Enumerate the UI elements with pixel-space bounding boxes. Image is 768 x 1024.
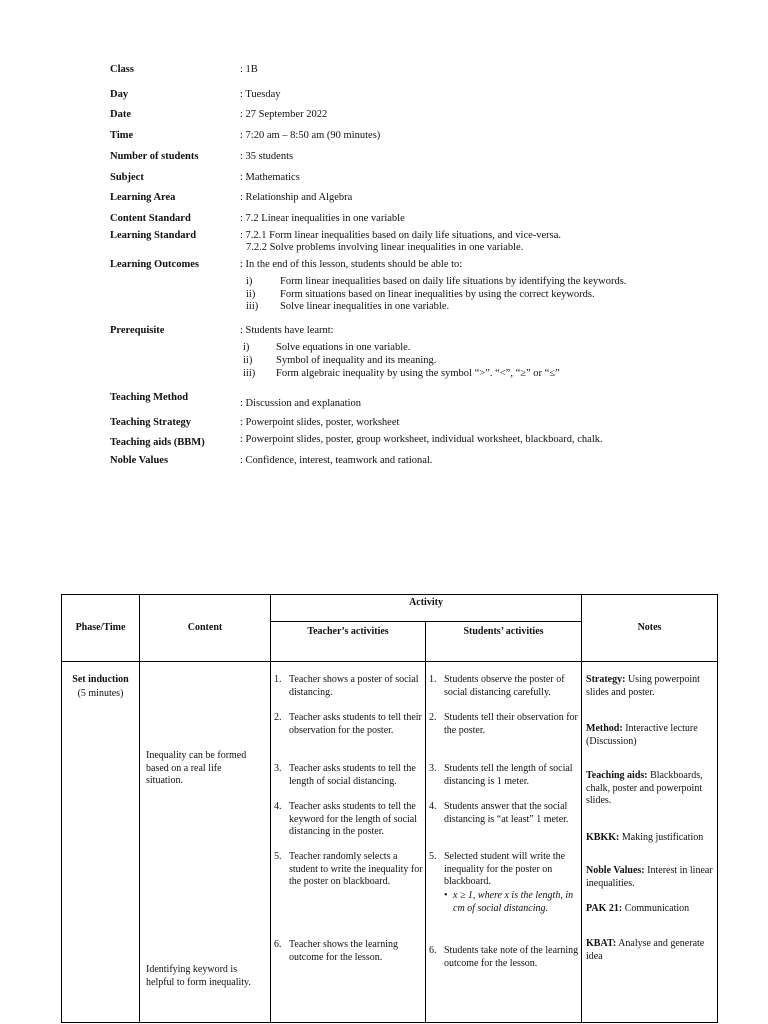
note-pak21: PAK 21: Communication (586, 903, 690, 914)
notes-cell (582, 662, 718, 1023)
teacher-activities-cell: 1. Teacher shows a poster of social distancing. 2. Teacher asks students to tell their observation for the poster. 3. Teacher asks students to tell the length of social distancing. 4. Teacher asks students to tell the keyword for the length of social distancing in the poster. 5. Teacher randomly selects a student to write the inequality for the poster on blackboard. 6. Teacher shows the learning outcome for the lesson. (271, 662, 426, 1023)
header-notes: Notes (582, 595, 718, 662)
bullet-icon: • (444, 890, 448, 901)
lesson-plan-table (61, 594, 718, 1023)
content-text: Inequality can be formed based on a real life situation. (146, 750, 247, 786)
header-content: Content (140, 595, 271, 662)
phase-title: Set induction (72, 674, 129, 685)
phase-time: (5 minutes) (77, 688, 124, 699)
header-teacher-activities: Teacher’s activities (271, 622, 426, 662)
note-kbat: KBAT: Analyse and generate idea (586, 938, 705, 962)
header-phase-time: Phase/Time (62, 595, 140, 662)
header-students-activities: Students’ activities (426, 622, 582, 662)
note-strategy: Strategy: Using powerpoint slides and poster. (586, 674, 700, 698)
note-teaching-aids: Teaching aids: Blackboards, chalk, poster and powerpoint slides. (586, 770, 703, 806)
note-noble-values: Noble Values: Interest in linear inequalities. (586, 865, 713, 889)
students-activities-cell: 1. Students observe the poster of social distancing carefully. 2. Students tell their observation for the poster. 3. Students tell the length of social distancing is 1 meter. 4. Students answer that the social distancing is “at least” 1 meter. 5. Selected student will write the inequality for the poster on blackboard. • x ≥ 1, where x is the length, in cm of social distancing. 6. Students take note of the learning outcome for the lesson. (426, 662, 582, 1023)
note-kbkk: KBKK: Making justification (586, 832, 704, 843)
content-cell (140, 662, 271, 1023)
content-text: Identifying keyword is helpful to form inequality. (146, 964, 251, 988)
note-method: Method: Interactive lecture (Discussion) (586, 723, 698, 747)
phase-cell (62, 662, 140, 1023)
header-activity: Activity (271, 595, 582, 622)
